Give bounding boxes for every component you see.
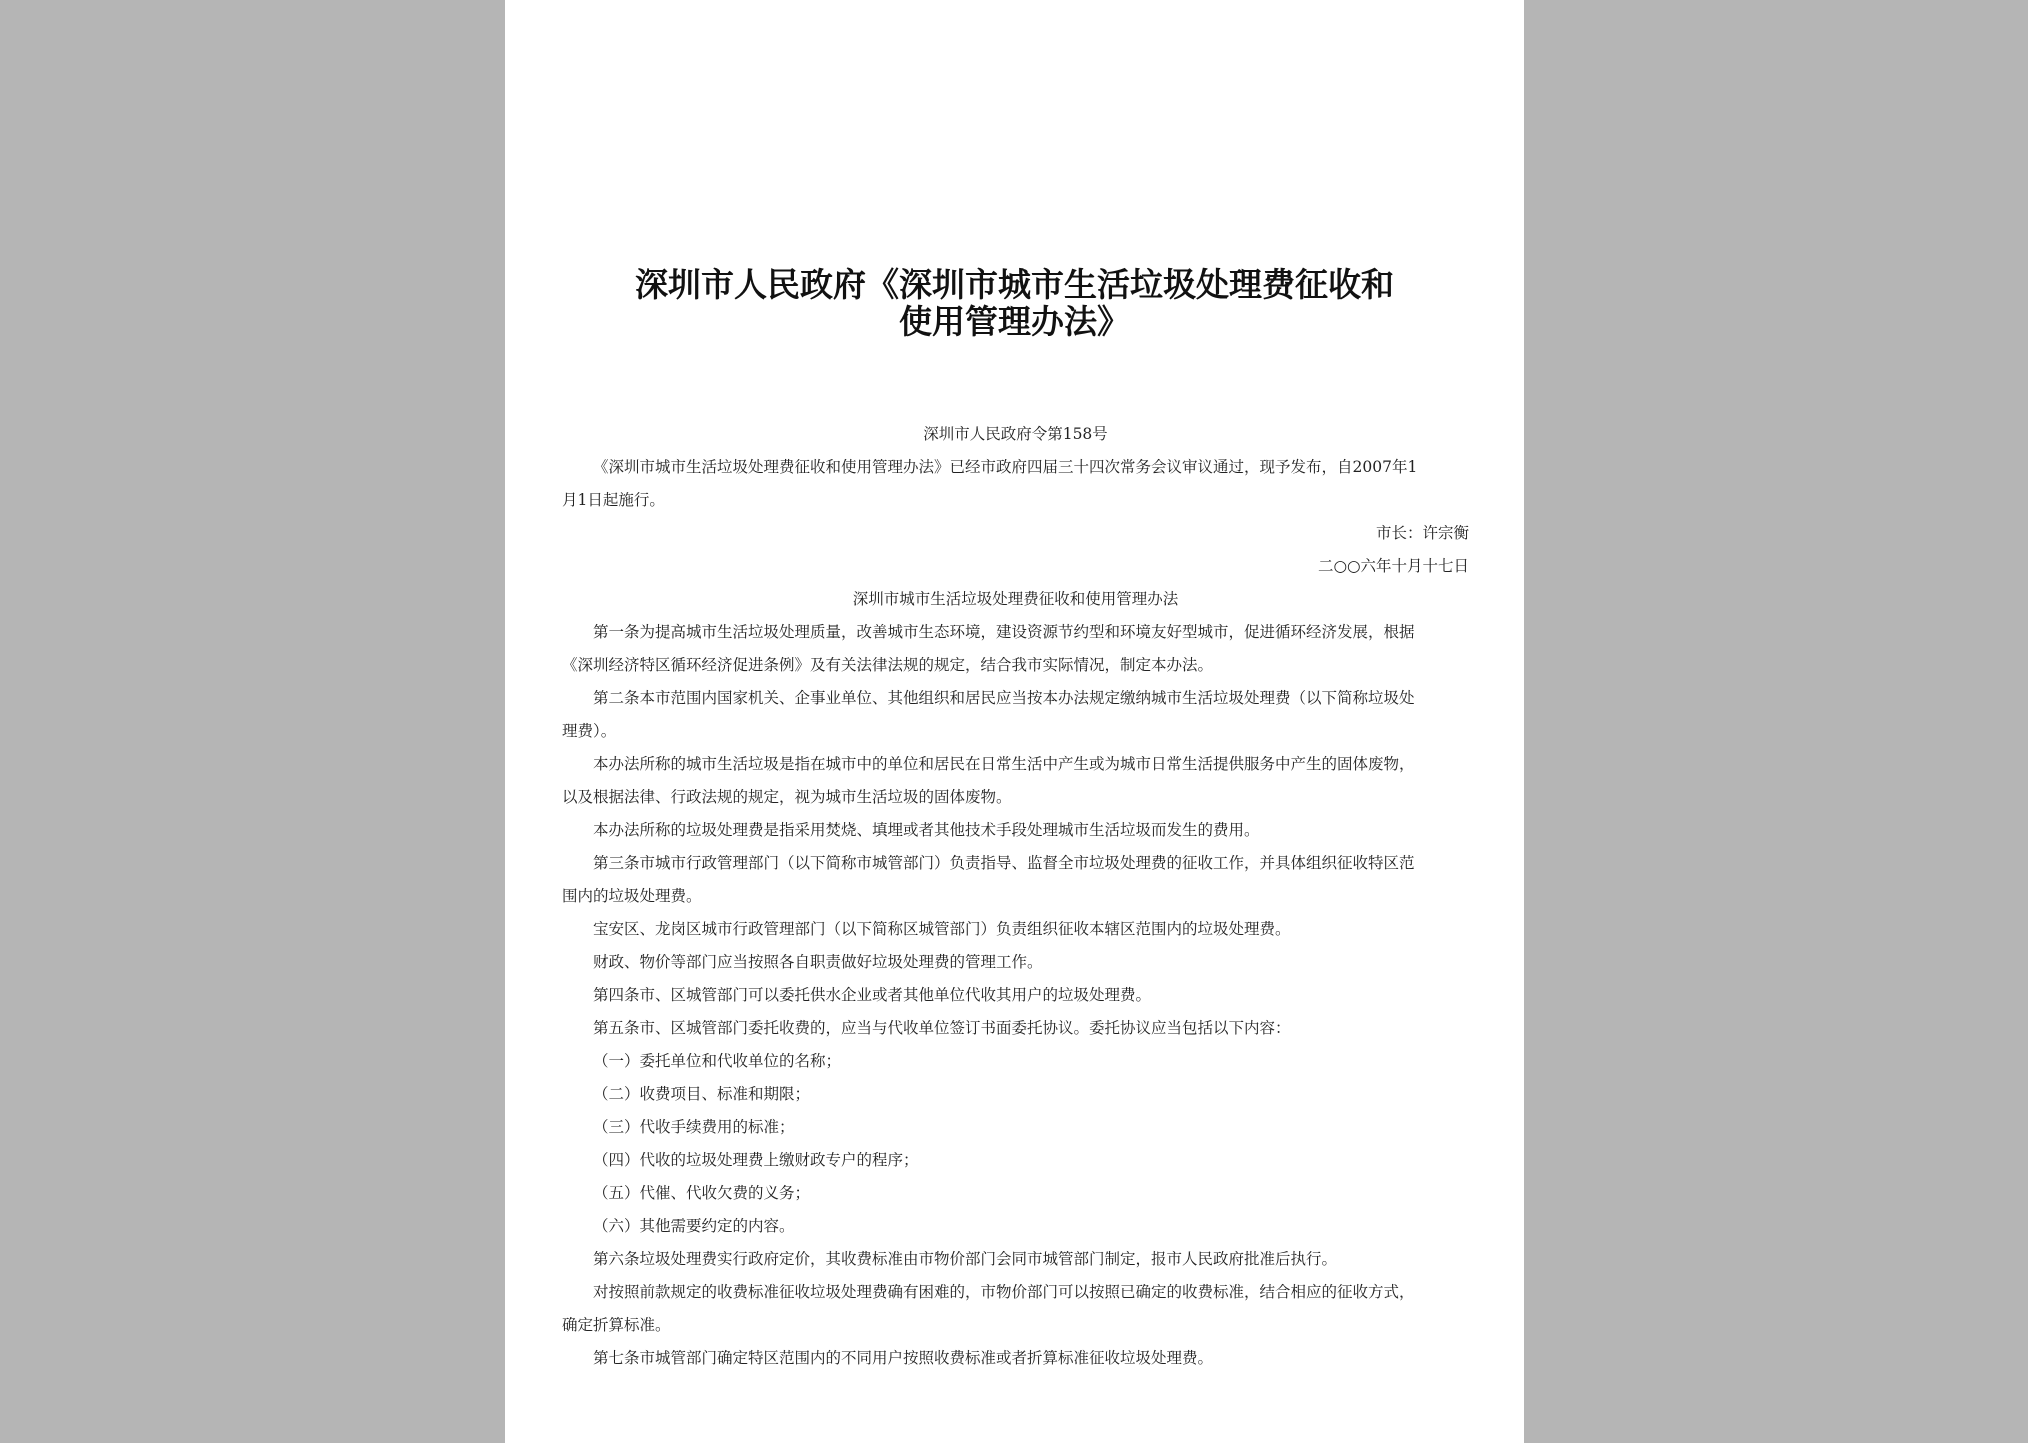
article-line: 第五条市、区城管部门委托收费的，应当与代收单位签订书面委托协议。委托协议应当包括以下内容：: [593, 1019, 1291, 1037]
issue-date: 二○○六年十月十七日: [1317, 557, 1469, 575]
article-line: 第七条市城管部门确定特区范围内的不同用户按照收费标准或者折算标准征收垃圾处理费。: [593, 1349, 1214, 1367]
article-line: （六）其他需要约定的内容。: [593, 1217, 795, 1235]
document-title-line1: 深圳市人民政府《深圳市城市生活垃圾处理费征收和: [635, 265, 1394, 304]
article-line: 《深圳经济特区循环经济促进条例》及有关法律法规的规定，结合我市实际情况，制定本办法。: [562, 656, 1214, 674]
article-line: 本办法所称的垃圾处理费是指采用焚烧、填埋或者其他技术手段处理城市生活垃圾而发生的费用。: [593, 821, 1260, 839]
article-line: （五）代催、代收欠费的义务；: [593, 1184, 811, 1202]
article-line: 对按照前款规定的收费标准征收垃圾处理费确有困难的，市物价部门可以按照已确定的收费标准，结合相应的征收方式，: [593, 1283, 1415, 1301]
preamble-line: 月1日起施行。: [562, 491, 665, 509]
article-line: 财政、物价等部门应当按照各自职责做好垃圾处理费的管理工作。: [593, 953, 1043, 971]
mayor-signature: 市长：许宗衡: [1375, 524, 1469, 542]
document-title-line2: 使用管理办法》: [899, 302, 1130, 341]
article-line: （三）代收手续费用的标准；: [593, 1118, 795, 1136]
article-line: 第四条市、区城管部门可以委托供水企业或者其他单位代收其用户的垃圾处理费。: [593, 986, 1152, 1004]
article-line: 确定折算标准。: [562, 1316, 671, 1334]
document-page: [505, 0, 1524, 1443]
article-line: （二）收费项目、标准和期限；: [593, 1085, 811, 1103]
article-line: 理费）。: [562, 722, 617, 740]
measures-title: 深圳市城市生活垃圾处理费征收和使用管理办法: [852, 590, 1179, 608]
article-line: 第二条本市范围内国家机关、企事业单位、其他组织和居民应当按本办法规定缴纳城市生活垃圾处理费（以下简称垃圾处: [593, 689, 1415, 707]
article-line: 第三条市城市行政管理部门（以下简称市城管部门）负责指导、监督全市垃圾处理费的征收工作，并具体组织征收特区范: [593, 854, 1415, 872]
article-line: （四）代收的垃圾处理费上缴财政专户的程序；: [593, 1151, 919, 1169]
article-line: 以及根据法律、行政法规的规定，视为城市生活垃圾的固体废物。: [562, 788, 1012, 806]
order-number: 深圳市人民政府令第158号: [923, 425, 1108, 443]
article-line: （一）委托单位和代收单位的名称；: [593, 1052, 842, 1070]
article-line: 第六条垃圾处理费实行政府定价，其收费标准由市物价部门会同市城管部门制定，报市人民政府批准后执行。: [593, 1250, 1338, 1268]
article-line: 本办法所称的城市生活垃圾是指在城市中的单位和居民在日常生活中产生或为城市日常生活提供服务中产生的固体废物，: [593, 755, 1415, 773]
article-line: 宝安区、龙岗区城市行政管理部门（以下简称区城管部门）负责组织征收本辖区范围内的垃圾处理费。: [593, 920, 1291, 938]
preamble-line: 《深圳市城市生活垃圾处理费征收和使用管理办法》已经市政府四届三十四次常务会议审议通过，现予发布，自2007年1: [593, 458, 1418, 476]
article-line: 第一条为提高城市生活垃圾处理质量，改善城市生态环境，建设资源节约型和环境友好型城市，促进循环经济发展，根据: [593, 623, 1415, 641]
article-line: 围内的垃圾处理费。: [562, 887, 702, 905]
